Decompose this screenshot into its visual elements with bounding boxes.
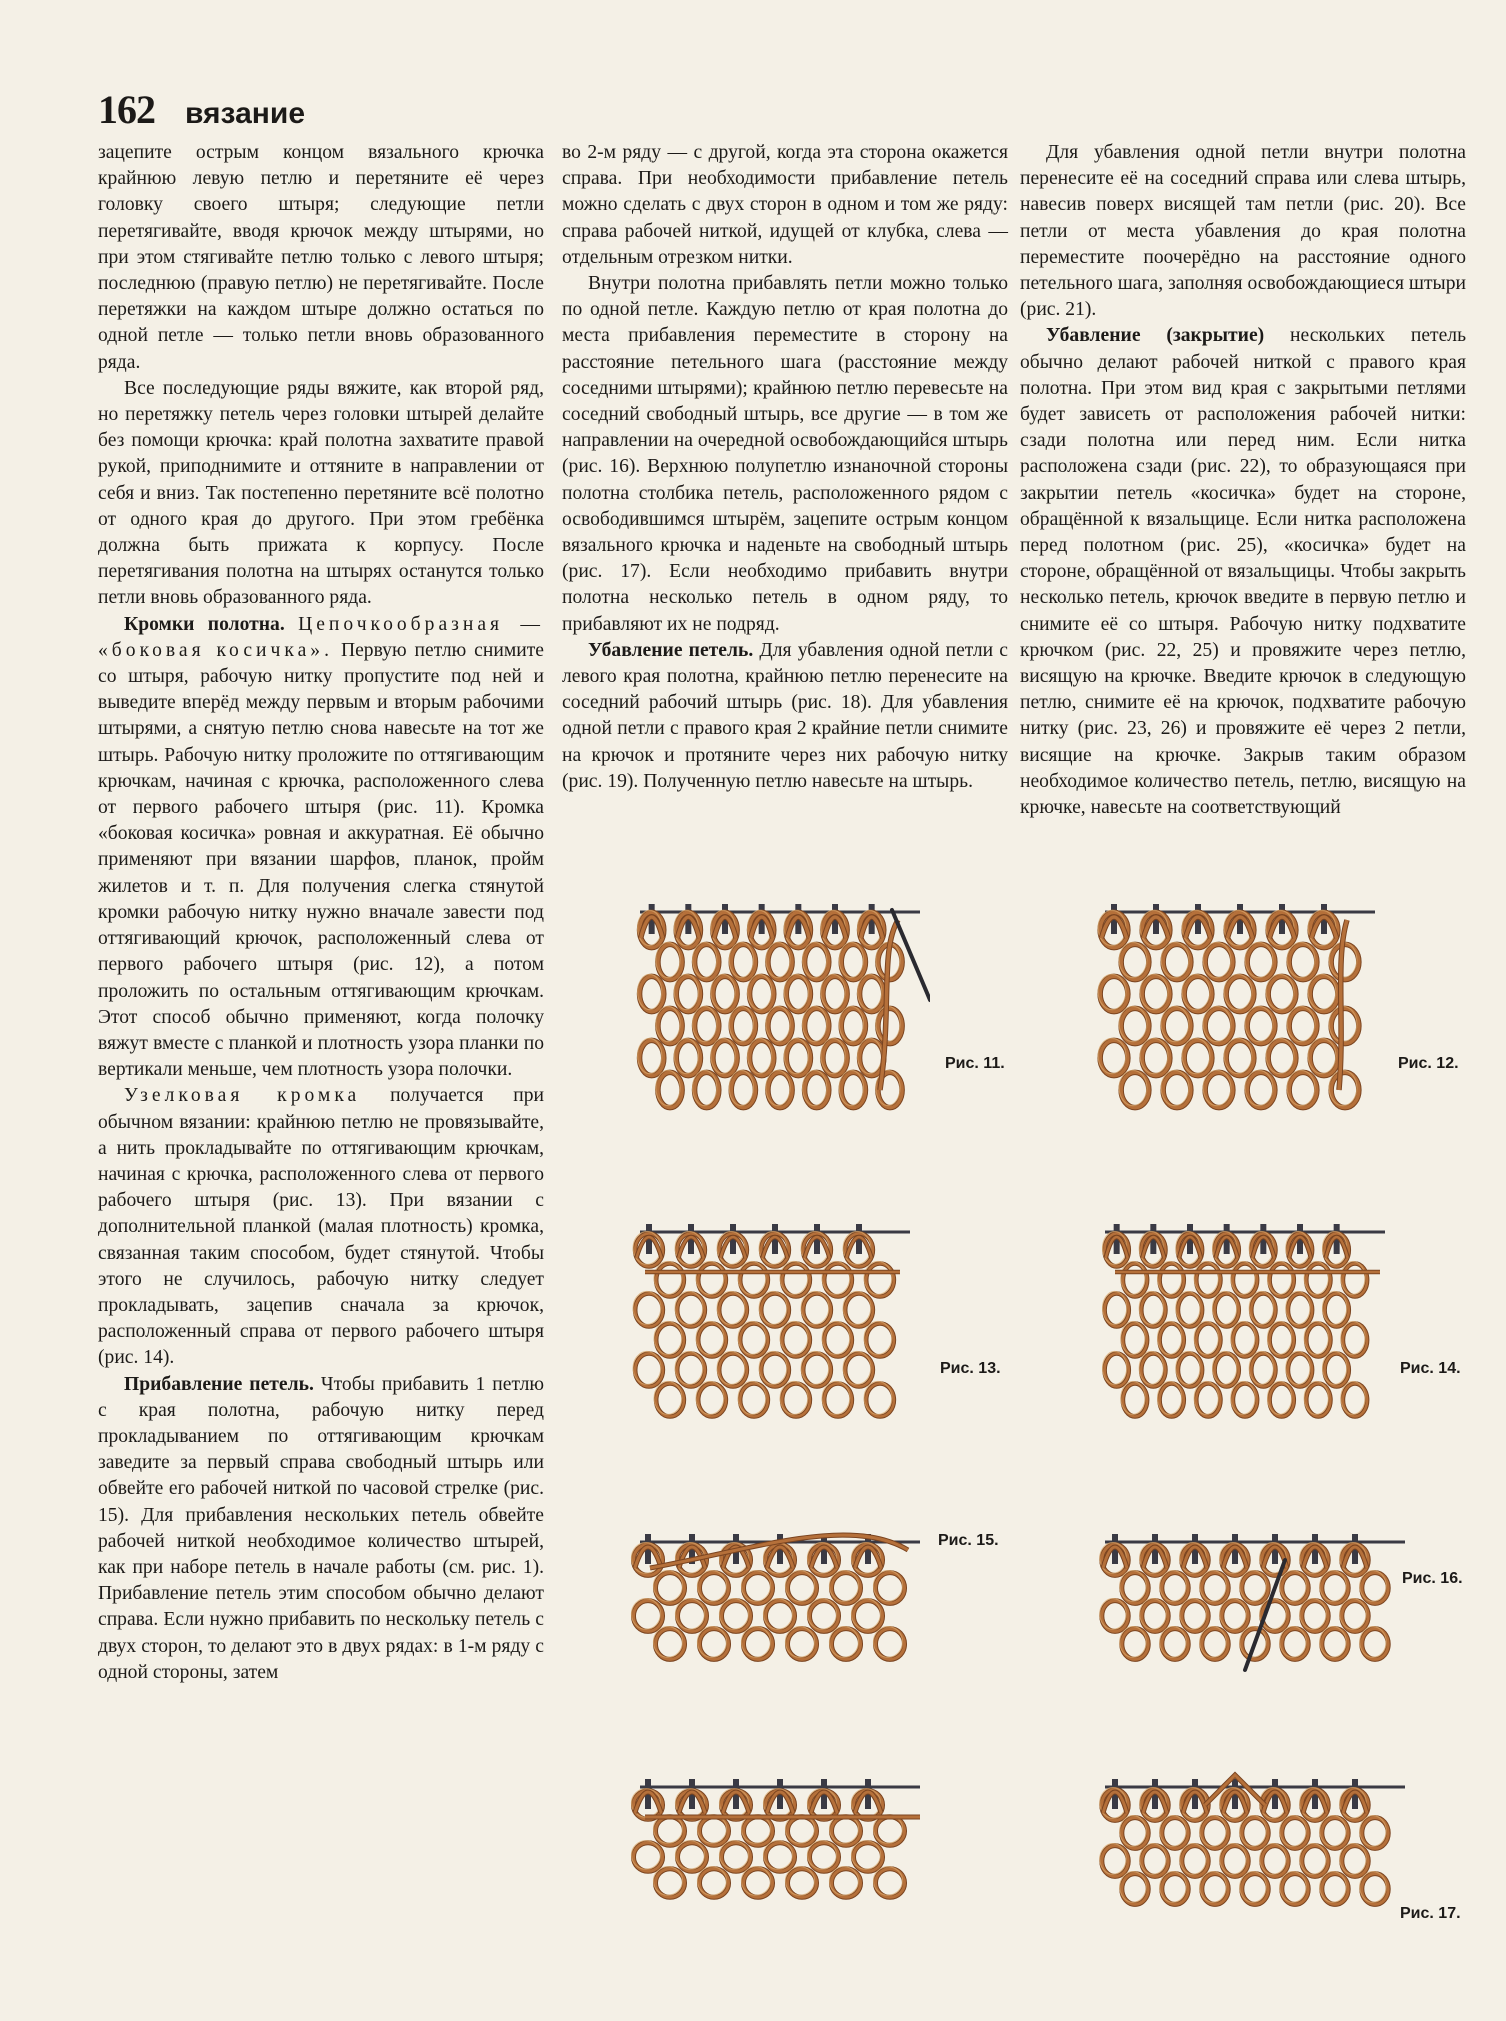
- paragraph: зацепите острым концом вязального крючка крайнюю левую петлю и перетяните её через головку своего штыря; следующие петли перетягивайте, вводя крючок между штырями, но при этом стягивайте петлю только с левого штыря; последнюю (правую петлю) не перетягивайте. После перетяжки на каждом штыре должно остаться по одной петле — только петли вновь образованного ряда.: [98, 142, 544, 373]
- paragraph-text: нескольких петель обычно делают рабочей ниткой с правого края полотна. При этом вид края с закрытыми петлями будет зависеть от расположения рабочей нитки: сзади полотна или перед ним. Если нитка расположена сзади (рис. 22), то образующаяся при закрытии петель «косичка» будет на стороне, обращённой к вязальщице. Если нитка расположена перед полотном (рис. 25), «косичка» будет на стороне, обращённой от вязальщицы. Чтобы закрыть несколько петель, крючок введите в первую петлю и снимите её со штыря. Рабочую нитку подхватите крючком (рис. 22, 25) и провяжите через петлю, висящую на крючке. Введите крючок в следующую петлю, снимите её на крючок, подхватите рабочую нитку (рис. 23, 26) и провяжите её через 2 петли, висящие на крючке. Закрыв таким образом необходимое количество петель, петлю, висящую на крючке, навесьте на соответствующий: [1020, 325, 1466, 819]
- figure-13-illustration: [630, 1210, 920, 1435]
- knitting-diagram: [630, 1520, 930, 1680]
- figure-11-caption: Рис. 11.: [945, 1055, 1005, 1072]
- figure-14-illustration: [1095, 1210, 1395, 1435]
- paragraph-close: [1020, 323, 1466, 821]
- subheading: Убавление (закрытие): [1046, 325, 1265, 347]
- figure-15-caption: Рис. 15.: [938, 1532, 999, 1549]
- paragraph: Все последующие ряды вяжите, как второй ряд, но перетяжку петель через головки штырей делайте без помощи крючка: край полотна захватите правой рукой, приподнимите и оттяните в направлении от себя и вниз. Так постепенно перетяните всё полотно от одного края до другого. При этом гребёнка должна быть прижата к корпусу. После перетягивания полотна на штырях останутся только петли вновь образованного ряда.: [98, 377, 544, 609]
- text-column-3: [1020, 140, 1466, 821]
- figure-13-caption: Рис. 13.: [940, 1360, 1001, 1377]
- paragraph: Для убавления одной петли внутри полотна перенесите её на соседний справа или слева штырь, навесив поверх висящей там петли (рис. 20). Все петли от места убавления до края полотна переместите поочерёдно на расстояние одного петельного шага, заполняя освобождающиеся штыри (рис. 21).: [1020, 142, 1466, 321]
- figure-16-illustration: [1095, 1520, 1415, 1680]
- knitting-diagram: [1095, 890, 1385, 1125]
- subheading: Прибавление петель.: [124, 1373, 314, 1395]
- paragraph-text: Чтобы прибавить 1 петлю с края полотна, рабочую нитку перед прокладыванием по оттягивающим крючкам заведите за первый справа свободный штырь или обвейте его рабочей ниткой по часовой стрелке (рис. 15). Для прибавления нескольких петель обвейте рабочей ниткой необходимое количество штырей, как при наборе петель в начале работы (см. рис. 1). Прибавление петель этим способом обычно делают справа. Если нужно прибавить по нескольку петель с двух сторон, то делают это в двух рядах: в 1-м ряду с одной стороны, затем: [98, 1373, 544, 1683]
- knitting-diagram: [630, 1765, 930, 1915]
- knitting-diagram: [1095, 1765, 1415, 1925]
- spaced-term: Узелковая кромка: [124, 1085, 361, 1107]
- paragraph-knot: [98, 1083, 544, 1371]
- figure-11-illustration: [630, 890, 930, 1125]
- knitting-diagram: [630, 890, 930, 1125]
- figure-12-illustration: [1095, 890, 1385, 1125]
- knitting-diagram: [1095, 1520, 1415, 1680]
- figure-17-illustration: [1095, 1765, 1415, 1925]
- paragraph: Внутри полотна прибавлять петли можно только по одной петле. Каждую петлю от края полотна до места прибавления переместите в сторону на расстояние петельного шага (расстояние между соседними штырями); крайнюю петлю перевесьте на соседний свободный штырь, все другие — в том же направлении на очередной освобождающийся штырь (рис. 16). Верхнюю полупетлю изнаночной стороны полотна столбика петель, расположенного рядом с освободившимся штырём, зацепите острым концом вязального крючка и наденьте на свободный штырь (рис. 17). Если необходимо прибавить внутри полотна несколько петель в одном ряду, то прибавляют их не подряд.: [562, 273, 1008, 635]
- paragraph-text: Для убавления одной петли с левого края полотна, крайнюю петлю перенесите на соседний рабочий штырь (рис. 18). Для убавления одной петли с правого края 2 крайние петли снимите на крючок и протяните через них рабочую нитку (рис. 19). Полученную петлю навесьте на штырь.: [562, 639, 1008, 792]
- knitting-diagram: [1095, 1210, 1395, 1435]
- paragraph: во 2-м ряду — с другой, когда эта сторона окажется справа. При необходимости прибавление петель можно сделать с двух сторон в одном и том же ряду: справа рабочей ниткой, идущей от клубка, слева — отдельным отрезком нитки.: [562, 142, 1008, 268]
- knitting-diagram: [630, 1210, 920, 1435]
- text-column-1: [98, 140, 544, 1686]
- figure-17-caption: Рис. 17.: [1400, 1905, 1461, 1922]
- section-title: вязание: [185, 97, 305, 130]
- paragraph-edges: [98, 612, 544, 1084]
- figure-16-caption: Рис. 16.: [1402, 1570, 1463, 1587]
- text-column-2: [562, 140, 1008, 795]
- figure-15-illustration: [630, 1520, 930, 1680]
- paragraph-text: Первую петлю снимите со штыря, рабочую нитку пропустите под ней и выведите вперёд между первым и вторым рабочими штырями, а снятую петлю снова навесьте на тот же штырь. Рабочую нитку проложите по оттягивающим крючкам, начиная с крючка, расположенного слева от первого рабочего штыря (рис. 11). Кромка «боковая косичка» ровная и аккуратная. Её обычно применяют при вязании шарфов, планок, пройм жилетов и т. п. Для получения слегка стянутой кромки рабочую нитку нужно вначале завести под оттягивающий крючок, расположенный слева от первого рабочего штыря (рис. 12), а потом проложить по остальным оттягивающим крючкам. Этот способ обычно применяют, когда полочку вяжут вместе с планкой и плотность узора планки по вертикали меньше, чем плотность узора полочки.: [98, 639, 544, 1081]
- figure-area: [560, 880, 1480, 1990]
- paragraph-add: [98, 1372, 544, 1686]
- subheading: Убавление петель.: [588, 639, 754, 661]
- figure-12-caption: Рис. 12.: [1398, 1055, 1459, 1072]
- figure-15-bottom-illustration: [630, 1765, 930, 1915]
- figure-14-caption: Рис. 14.: [1400, 1360, 1461, 1377]
- paragraph-text: получается при обычном вязании: крайнюю петлю не провязывайте, а нить прокладывайте по оттягивающим крючкам, начиная с крючка, расположенного слева от первого рабочего штыря (рис. 13). При вязании с дополнительной планкой (малая плотность) кромка, связанная таким способом, будет стянутой. Чтобы этого не случилось, рабочую нитку следует прокладывать, зацепив сначала за крючок, расположенный справа от первого рабочего штыря (рис. 14).: [98, 1085, 544, 1369]
- spaced-term: Цепочкообразная — «боковая косичка».: [98, 613, 544, 661]
- subheading: Кромки полотна.: [124, 613, 285, 635]
- paragraph-dec: [562, 638, 1008, 795]
- page-number: 162: [98, 87, 155, 132]
- page-header: [98, 86, 305, 133]
